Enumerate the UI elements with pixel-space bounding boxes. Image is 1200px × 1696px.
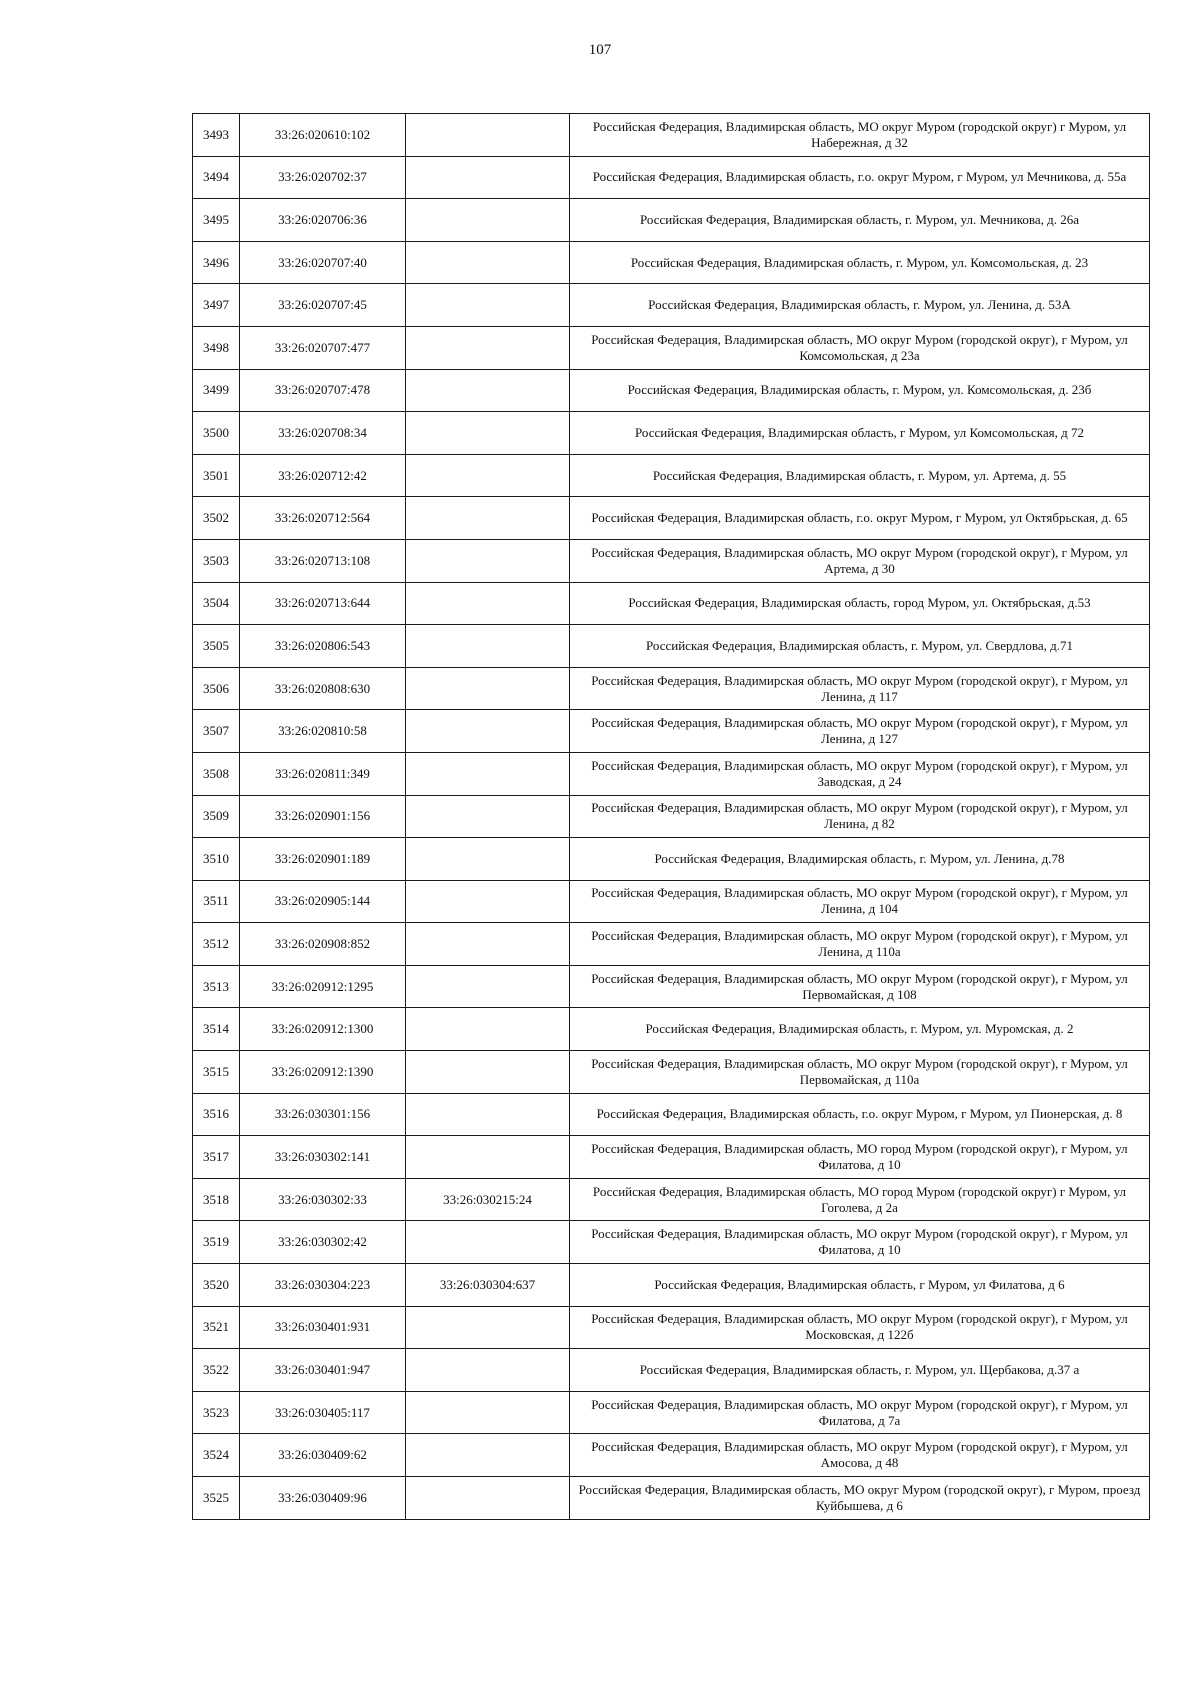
cadastral-number-cell: 33:26:020912:1390 — [240, 1051, 406, 1094]
table-row — [193, 625, 1150, 668]
address-cell: Российская Федерация, Владимирская область, МО округ Муром (городской округ), г Муром, ул Московская, д 122б — [570, 1306, 1150, 1349]
table-row — [193, 880, 1150, 923]
row-number-cell: 3519 — [193, 1221, 240, 1264]
table-row — [193, 1178, 1150, 1221]
row-number-cell: 3513 — [193, 965, 240, 1008]
row-number-cell: 3514 — [193, 1008, 240, 1051]
address-cell: Российская Федерация, Владимирская область, МО округ Муром (городской округ), г Муром, ул Первомайская, д 108 — [570, 965, 1150, 1008]
cadastral-number-cell: 33:26:020908:852 — [240, 923, 406, 966]
row-number-cell: 3496 — [193, 241, 240, 284]
cadastral-number-cell: 33:26:020707:478 — [240, 369, 406, 412]
address-cell: Российская Федерация, Владимирская область, г. Муром, ул. Комсомольская, д. 23 — [570, 241, 1150, 284]
table-row — [193, 454, 1150, 497]
cadastral-number-cell: 33:26:020810:58 — [240, 710, 406, 753]
table-row — [193, 1349, 1150, 1392]
row-number-cell: 3512 — [193, 923, 240, 966]
row-number-cell: 3498 — [193, 326, 240, 369]
address-cell: Российская Федерация, Владимирская область, МО округ Муром (городской округ), г Муром, ул Первомайская, д 110а — [570, 1051, 1150, 1094]
table-row — [193, 1008, 1150, 1051]
table-row — [193, 326, 1150, 369]
address-cell: Российская Федерация, Владимирская область, МО округ Муром (городской округ), г Муром, проезд Куйбышева, д 6 — [570, 1477, 1150, 1520]
table-row — [193, 539, 1150, 582]
related-cadastral-number-cell — [406, 156, 570, 199]
cadastral-number-cell: 33:26:020702:37 — [240, 156, 406, 199]
address-cell: Российская Федерация, Владимирская область, МО округ Муром (городской округ), г Муром, ул Ленина, д 127 — [570, 710, 1150, 753]
cadastral-number-cell: 33:26:020610:102 — [240, 114, 406, 157]
table-row — [193, 1051, 1150, 1094]
row-number-cell: 3495 — [193, 199, 240, 242]
address-cell: Российская Федерация, Владимирская область, МО округ Муром (городской округ), г Муром, ул Ленина, д 82 — [570, 795, 1150, 838]
registry-table-body — [193, 114, 1150, 1520]
related-cadastral-number-cell — [406, 241, 570, 284]
address-cell: Российская Федерация, Владимирская область, г.о. округ Муром, г Муром, ул Мечникова, д. 55а — [570, 156, 1150, 199]
cadastral-number-cell: 33:26:020905:144 — [240, 880, 406, 923]
table-row — [193, 1264, 1150, 1307]
table-row — [193, 667, 1150, 710]
address-cell: Российская Федерация, Владимирская область, МО округ Муром (городской округ), г Муром, ул Ленина, д 104 — [570, 880, 1150, 923]
cadastral-number-cell: 33:26:020912:1300 — [240, 1008, 406, 1051]
row-number-cell: 3516 — [193, 1093, 240, 1136]
related-cadastral-number-cell — [406, 114, 570, 157]
address-cell: Российская Федерация, Владимирская область, МО округ Муром (городской округ) г Муром, ул Набережная, д 32 — [570, 114, 1150, 157]
row-number-cell: 3502 — [193, 497, 240, 540]
related-cadastral-number-cell — [406, 284, 570, 327]
row-number-cell: 3524 — [193, 1434, 240, 1477]
related-cadastral-number-cell — [406, 199, 570, 242]
row-number-cell: 3505 — [193, 625, 240, 668]
address-cell: Российская Федерация, Владимирская область, МО город Муром (городской округ) г Муром, ул Гоголева, д 2а — [570, 1178, 1150, 1221]
cadastral-number-cell: 33:26:020901:156 — [240, 795, 406, 838]
row-number-cell: 3507 — [193, 710, 240, 753]
cadastral-number-cell: 33:26:020713:644 — [240, 582, 406, 625]
related-cadastral-number-cell — [406, 710, 570, 753]
related-cadastral-number-cell — [406, 1306, 570, 1349]
table-row — [193, 497, 1150, 540]
row-number-cell: 3501 — [193, 454, 240, 497]
cadastral-number-cell: 33:26:030304:223 — [240, 1264, 406, 1307]
related-cadastral-number-cell — [406, 1391, 570, 1434]
related-cadastral-number-cell — [406, 1434, 570, 1477]
row-number-cell: 3521 — [193, 1306, 240, 1349]
page-number: 107 — [588, 42, 612, 58]
cadastral-number-cell: 33:26:030302:141 — [240, 1136, 406, 1179]
address-cell: Российская Федерация, Владимирская область, МО город Муром (городской округ), г Муром, ул Филатова, д 10 — [570, 1136, 1150, 1179]
related-cadastral-number-cell — [406, 454, 570, 497]
table-row — [193, 199, 1150, 242]
cadastral-number-cell: 33:26:020901:189 — [240, 838, 406, 881]
row-number-cell: 3500 — [193, 412, 240, 455]
table-row — [193, 582, 1150, 625]
table-row — [193, 241, 1150, 284]
table-row — [193, 1136, 1150, 1179]
related-cadastral-number-cell: 33:26:030304:637 — [406, 1264, 570, 1307]
cadastral-number-cell: 33:26:020708:34 — [240, 412, 406, 455]
related-cadastral-number-cell — [406, 1477, 570, 1520]
address-cell: Российская Федерация, Владимирская область, город Муром, ул. Октябрьская, д.53 — [570, 582, 1150, 625]
cadastral-number-cell: 33:26:020706:36 — [240, 199, 406, 242]
row-number-cell: 3525 — [193, 1477, 240, 1520]
address-cell: Российская Федерация, Владимирская область, МО округ Муром (городской округ), г Муром, ул Заводская, д 24 — [570, 752, 1150, 795]
cadastral-number-cell: 33:26:030405:117 — [240, 1391, 406, 1434]
address-cell: Российская Федерация, Владимирская область, г. Муром, ул. Комсомольская, д. 23б — [570, 369, 1150, 412]
cadastral-number-cell: 33:26:020713:108 — [240, 539, 406, 582]
related-cadastral-number-cell — [406, 795, 570, 838]
address-cell: Российская Федерация, Владимирская область, МО округ Муром (городской округ), г Муром, ул Ленина, д 110а — [570, 923, 1150, 966]
address-cell: Российская Федерация, Владимирская область, МО округ Муром (городской округ), г Муром, ул Артема, д 30 — [570, 539, 1150, 582]
cadastral-number-cell: 33:26:030409:62 — [240, 1434, 406, 1477]
related-cadastral-number-cell — [406, 752, 570, 795]
address-cell: Российская Федерация, Владимирская область, МО округ Муром (городской округ), г Муром, ул Филатова, д 10 — [570, 1221, 1150, 1264]
row-number-cell: 3522 — [193, 1349, 240, 1392]
related-cadastral-number-cell — [406, 1008, 570, 1051]
related-cadastral-number-cell — [406, 965, 570, 1008]
table-row — [193, 838, 1150, 881]
cadastral-number-cell: 33:26:020707:45 — [240, 284, 406, 327]
related-cadastral-number-cell — [406, 880, 570, 923]
row-number-cell: 3509 — [193, 795, 240, 838]
cadastral-number-cell: 33:26:020808:630 — [240, 667, 406, 710]
table-row — [193, 710, 1150, 753]
table-row — [193, 1391, 1150, 1434]
cadastral-number-cell: 33:26:030302:33 — [240, 1178, 406, 1221]
related-cadastral-number-cell — [406, 838, 570, 881]
related-cadastral-number-cell — [406, 923, 570, 966]
address-cell: Российская Федерация, Владимирская область, г.о. округ Муром, г Муром, ул Пионерская, д. 8 — [570, 1093, 1150, 1136]
related-cadastral-number-cell — [406, 667, 570, 710]
address-cell: Российская Федерация, Владимирская область, МО округ Муром (городской округ), г Муром, ул Амосова, д 48 — [570, 1434, 1150, 1477]
related-cadastral-number-cell — [406, 1136, 570, 1179]
table-row — [193, 1477, 1150, 1520]
row-number-cell: 3497 — [193, 284, 240, 327]
row-number-cell: 3518 — [193, 1178, 240, 1221]
cadastral-number-cell: 33:26:020707:477 — [240, 326, 406, 369]
related-cadastral-number-cell — [406, 539, 570, 582]
table-row — [193, 923, 1150, 966]
address-cell: Российская Федерация, Владимирская область, МО округ Муром (городской округ), г Муром, ул Комсомольская, д 23а — [570, 326, 1150, 369]
address-cell: Российская Федерация, Владимирская область, г Муром, ул Комсомольская, д 72 — [570, 412, 1150, 455]
cadastral-number-cell: 33:26:020712:42 — [240, 454, 406, 497]
address-cell: Российская Федерация, Владимирская область, г. Муром, ул. Мечникова, д. 26а — [570, 199, 1150, 242]
row-number-cell: 3508 — [193, 752, 240, 795]
table-row — [193, 156, 1150, 199]
table-row — [193, 1221, 1150, 1264]
address-cell: Российская Федерация, Владимирская область, МО округ Муром (городской округ), г Муром, ул Филатова, д 7а — [570, 1391, 1150, 1434]
table-row — [193, 412, 1150, 455]
table-row — [193, 965, 1150, 1008]
related-cadastral-number-cell — [406, 1051, 570, 1094]
related-cadastral-number-cell — [406, 412, 570, 455]
row-number-cell: 3517 — [193, 1136, 240, 1179]
table-row — [193, 114, 1150, 157]
address-cell: Российская Федерация, Владимирская область, МО округ Муром (городской округ), г Муром, ул Ленина, д 117 — [570, 667, 1150, 710]
row-number-cell: 3504 — [193, 582, 240, 625]
row-number-cell: 3520 — [193, 1264, 240, 1307]
related-cadastral-number-cell — [406, 625, 570, 668]
related-cadastral-number-cell — [406, 326, 570, 369]
address-cell: Российская Федерация, Владимирская область, г. Муром, ул. Ленина, д. 53А — [570, 284, 1150, 327]
cadastral-number-cell: 33:26:030401:931 — [240, 1306, 406, 1349]
registry-table — [192, 113, 1150, 1520]
cadastral-number-cell: 33:26:030409:96 — [240, 1477, 406, 1520]
table-row — [193, 369, 1150, 412]
address-cell: Российская Федерация, Владимирская область, г. Муром, ул. Ленина, д.78 — [570, 838, 1150, 881]
row-number-cell: 3511 — [193, 880, 240, 923]
row-number-cell: 3503 — [193, 539, 240, 582]
related-cadastral-number-cell: 33:26:030215:24 — [406, 1178, 570, 1221]
cadastral-number-cell: 33:26:020712:564 — [240, 497, 406, 540]
address-cell: Российская Федерация, Владимирская область, г. Муром, ул. Артема, д. 55 — [570, 454, 1150, 497]
address-cell: Российская Федерация, Владимирская область, г.о. округ Муром, г Муром, ул Октябрьская, д. 65 — [570, 497, 1150, 540]
cadastral-number-cell: 33:26:020806:543 — [240, 625, 406, 668]
related-cadastral-number-cell — [406, 369, 570, 412]
table-row — [193, 1306, 1150, 1349]
related-cadastral-number-cell — [406, 1349, 570, 1392]
address-cell: Российская Федерация, Владимирская область, г. Муром, ул. Свердлова, д.71 — [570, 625, 1150, 668]
row-number-cell: 3493 — [193, 114, 240, 157]
cadastral-number-cell: 33:26:020811:349 — [240, 752, 406, 795]
address-cell: Российская Федерация, Владимирская область, г Муром, ул Филатова, д 6 — [570, 1264, 1150, 1307]
row-number-cell: 3506 — [193, 667, 240, 710]
row-number-cell: 3510 — [193, 838, 240, 881]
table-row — [193, 1093, 1150, 1136]
cadastral-number-cell: 33:26:030301:156 — [240, 1093, 406, 1136]
row-number-cell: 3499 — [193, 369, 240, 412]
related-cadastral-number-cell — [406, 497, 570, 540]
table-row — [193, 1434, 1150, 1477]
table-row — [193, 284, 1150, 327]
table-row — [193, 795, 1150, 838]
row-number-cell: 3515 — [193, 1051, 240, 1094]
related-cadastral-number-cell — [406, 1093, 570, 1136]
cadastral-number-cell: 33:26:030401:947 — [240, 1349, 406, 1392]
row-number-cell: 3494 — [193, 156, 240, 199]
table-row — [193, 752, 1150, 795]
related-cadastral-number-cell — [406, 1221, 570, 1264]
cadastral-number-cell: 33:26:020912:1295 — [240, 965, 406, 1008]
address-cell: Российская Федерация, Владимирская область, г. Муром, ул. Щербакова, д.37 а — [570, 1349, 1150, 1392]
address-cell: Российская Федерация, Владимирская область, г. Муром, ул. Муромская, д. 2 — [570, 1008, 1150, 1051]
cadastral-number-cell: 33:26:030302:42 — [240, 1221, 406, 1264]
related-cadastral-number-cell — [406, 582, 570, 625]
row-number-cell: 3523 — [193, 1391, 240, 1434]
cadastral-number-cell: 33:26:020707:40 — [240, 241, 406, 284]
